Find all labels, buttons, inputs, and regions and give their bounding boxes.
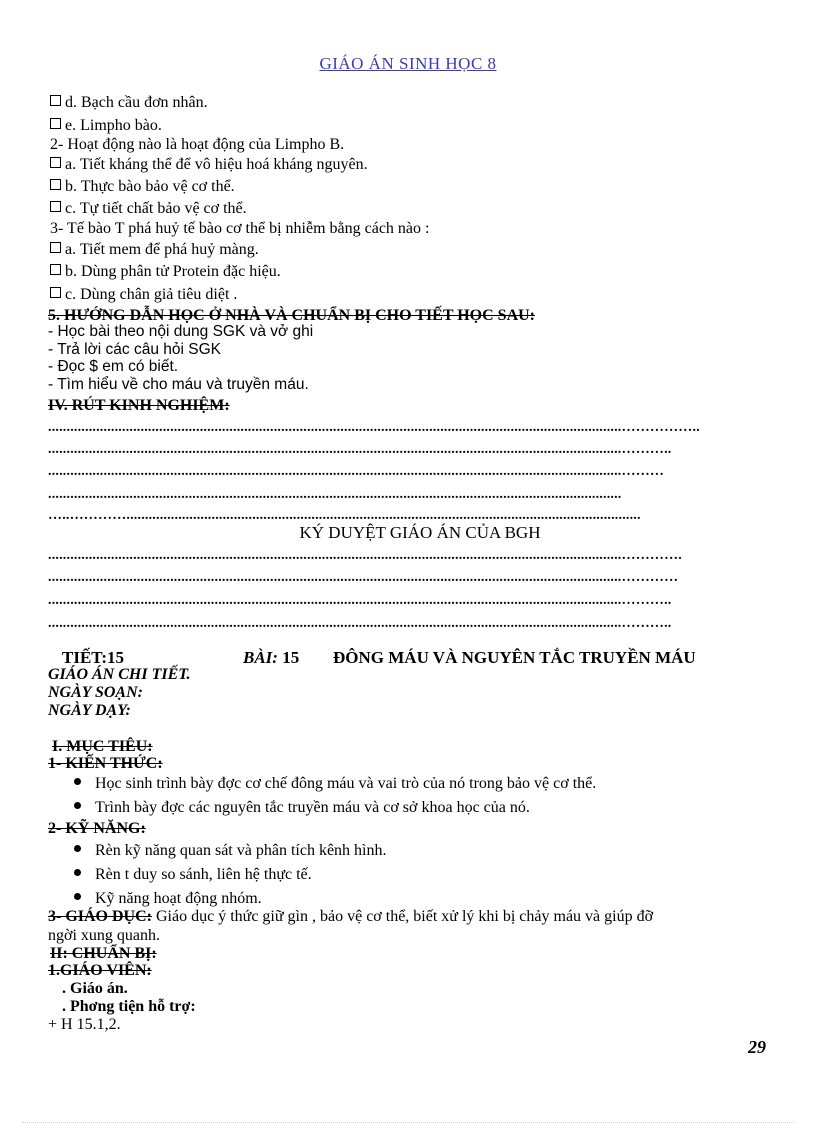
prep-date-label: NGÀY SOẠN: [48,684,143,701]
checkbox-icon [50,242,61,253]
dotted-line: …..…………........................................................................................................................................... [48,508,641,523]
dotted-line: ........................................................................................................................................................... [48,487,622,502]
quiz-option: b. Dùng phân tử Protein đặc hiệu. [50,263,281,281]
bullet-icon [74,845,81,852]
checkbox-icon [50,179,61,190]
checkbox-icon [50,264,61,275]
quiz-option: d. Bạch cầu đơn nhân. [50,94,208,112]
homework-item: - Đọc $ em có biết. [48,358,179,375]
checkbox-icon [50,287,61,298]
quiz-question: 3- Tế bào T phá huỷ tế bào cơ thể bị nhiễm bằng cách nào : [50,220,430,237]
teacher-heading: 1.GIÁO VIÊN: [48,962,152,979]
bullet-icon [74,802,81,809]
skills-item: Rèn kỹ năng quan sát và phân tích kênh hình. [74,842,387,860]
skills-item: Kỹ năng hoạt động nhóm. [74,890,262,908]
bullet-icon [74,778,81,785]
dotted-line: ...........................................................................................................................................................……… [48,464,665,479]
dotted-line: ...........................................................................................................................................................……….. [48,442,672,457]
homework-item: - Học bài theo nội dung SGK và vở ghi [48,323,314,340]
checkbox-icon [50,201,61,212]
dotted-line: ...........................................................................................................................................................……….. [48,616,672,631]
objectives-heading: I. MỤC TIÊU: [52,738,153,755]
quiz-option: a. Tiết kháng thể để vô hiệu hoá kháng nguyên. [50,156,368,174]
knowledge-item: Học sinh trình bày đợc cơ chế đông máu và vai trò của nó trong bảo vệ cơ thể. [74,775,596,793]
prep-item: + H 15.1,2. [48,1016,121,1033]
lesson-header: BÀI: 15 [243,648,300,667]
teach-date-label: NGÀY DẠY: [48,702,131,719]
prep-item: . Giáo án. [62,980,128,997]
knowledge-item: Trình bày đợc các nguyên tắc truyền máu và cơ sở khoa học của nó. [74,799,530,817]
quiz-option: b. Thực bào bảo vệ cơ thể. [50,178,235,196]
lesson-title: ĐÔNG MÁU VÀ NGUYÊN TẮC TRUYỀN MÁU [333,648,696,667]
education-heading: 3- GIÁO DỤC: [48,908,152,925]
dotted-line: ...........................................................................................................................................................…………….. [48,420,700,435]
quiz-option: c. Dùng chân giả tiêu diệt . [50,286,237,304]
education-paragraph: 3- GIÁO DỤC: Giáo dục ý thức giữ gìn , bảo vệ cơ thể, biết xử lý khi bị chảy máu và giúp đỡ [48,908,654,925]
lesson-period: TIẾT:15 [62,648,125,667]
quiz-option: e. Limpho bào. [50,117,162,135]
page-header-title: GIÁO ÁN SINH HỌC 8 [319,54,497,73]
knowledge-heading: 1- KIẾN THỨC: [48,755,163,772]
prep-item: . Phơng tiện hỗ trợ: [62,998,196,1015]
homework-item: - Tìm hiểu về cho máu và truyền máu. [48,376,309,393]
quiz-question: 2- Hoạt động nào là hoạt động của Limpho B. [50,136,345,153]
quiz-option: c. Tự tiết chất bảo vệ cơ thể. [50,200,247,218]
checkbox-icon [50,118,61,129]
homework-heading: 5. HƯỚNG DẪN HỌC Ở NHÀ VÀ CHUẨN BỊ CHO TIẾT HỌC SAU: [48,307,536,324]
plan-label: GIÁO ÁN CHI TIẾT. [48,666,191,683]
dotted-line: ...........................................................................................................................................................…………. [48,548,682,563]
skills-heading: 2- KỸ NĂNG: [48,820,146,837]
checkbox-icon [50,157,61,168]
skills-item: Rèn t duy so sánh, liên hệ thực tế. [74,866,312,884]
experience-heading: IV. RÚT KINH NGHIỆM: [48,397,230,414]
bullet-icon [74,893,81,900]
dotted-line: ...........................................................................................................................................................………… [48,570,679,585]
bullet-icon [74,869,81,876]
page-number: 29 [748,1037,766,1057]
preparation-heading: II: CHUẨN BỊ: [50,945,157,962]
dotted-line: ...........................................................................................................................................................……….. [48,593,672,608]
quiz-option: a. Tiết mem để phá huỷ màng. [50,241,259,259]
approval-heading: KÝ DUYỆT GIÁO ÁN CỦA BGH [299,523,541,542]
homework-item: - Trả lời các câu hỏi SGK [48,341,221,358]
checkbox-icon [50,95,61,106]
education-text-cont: ngời xung quanh. [48,927,161,944]
